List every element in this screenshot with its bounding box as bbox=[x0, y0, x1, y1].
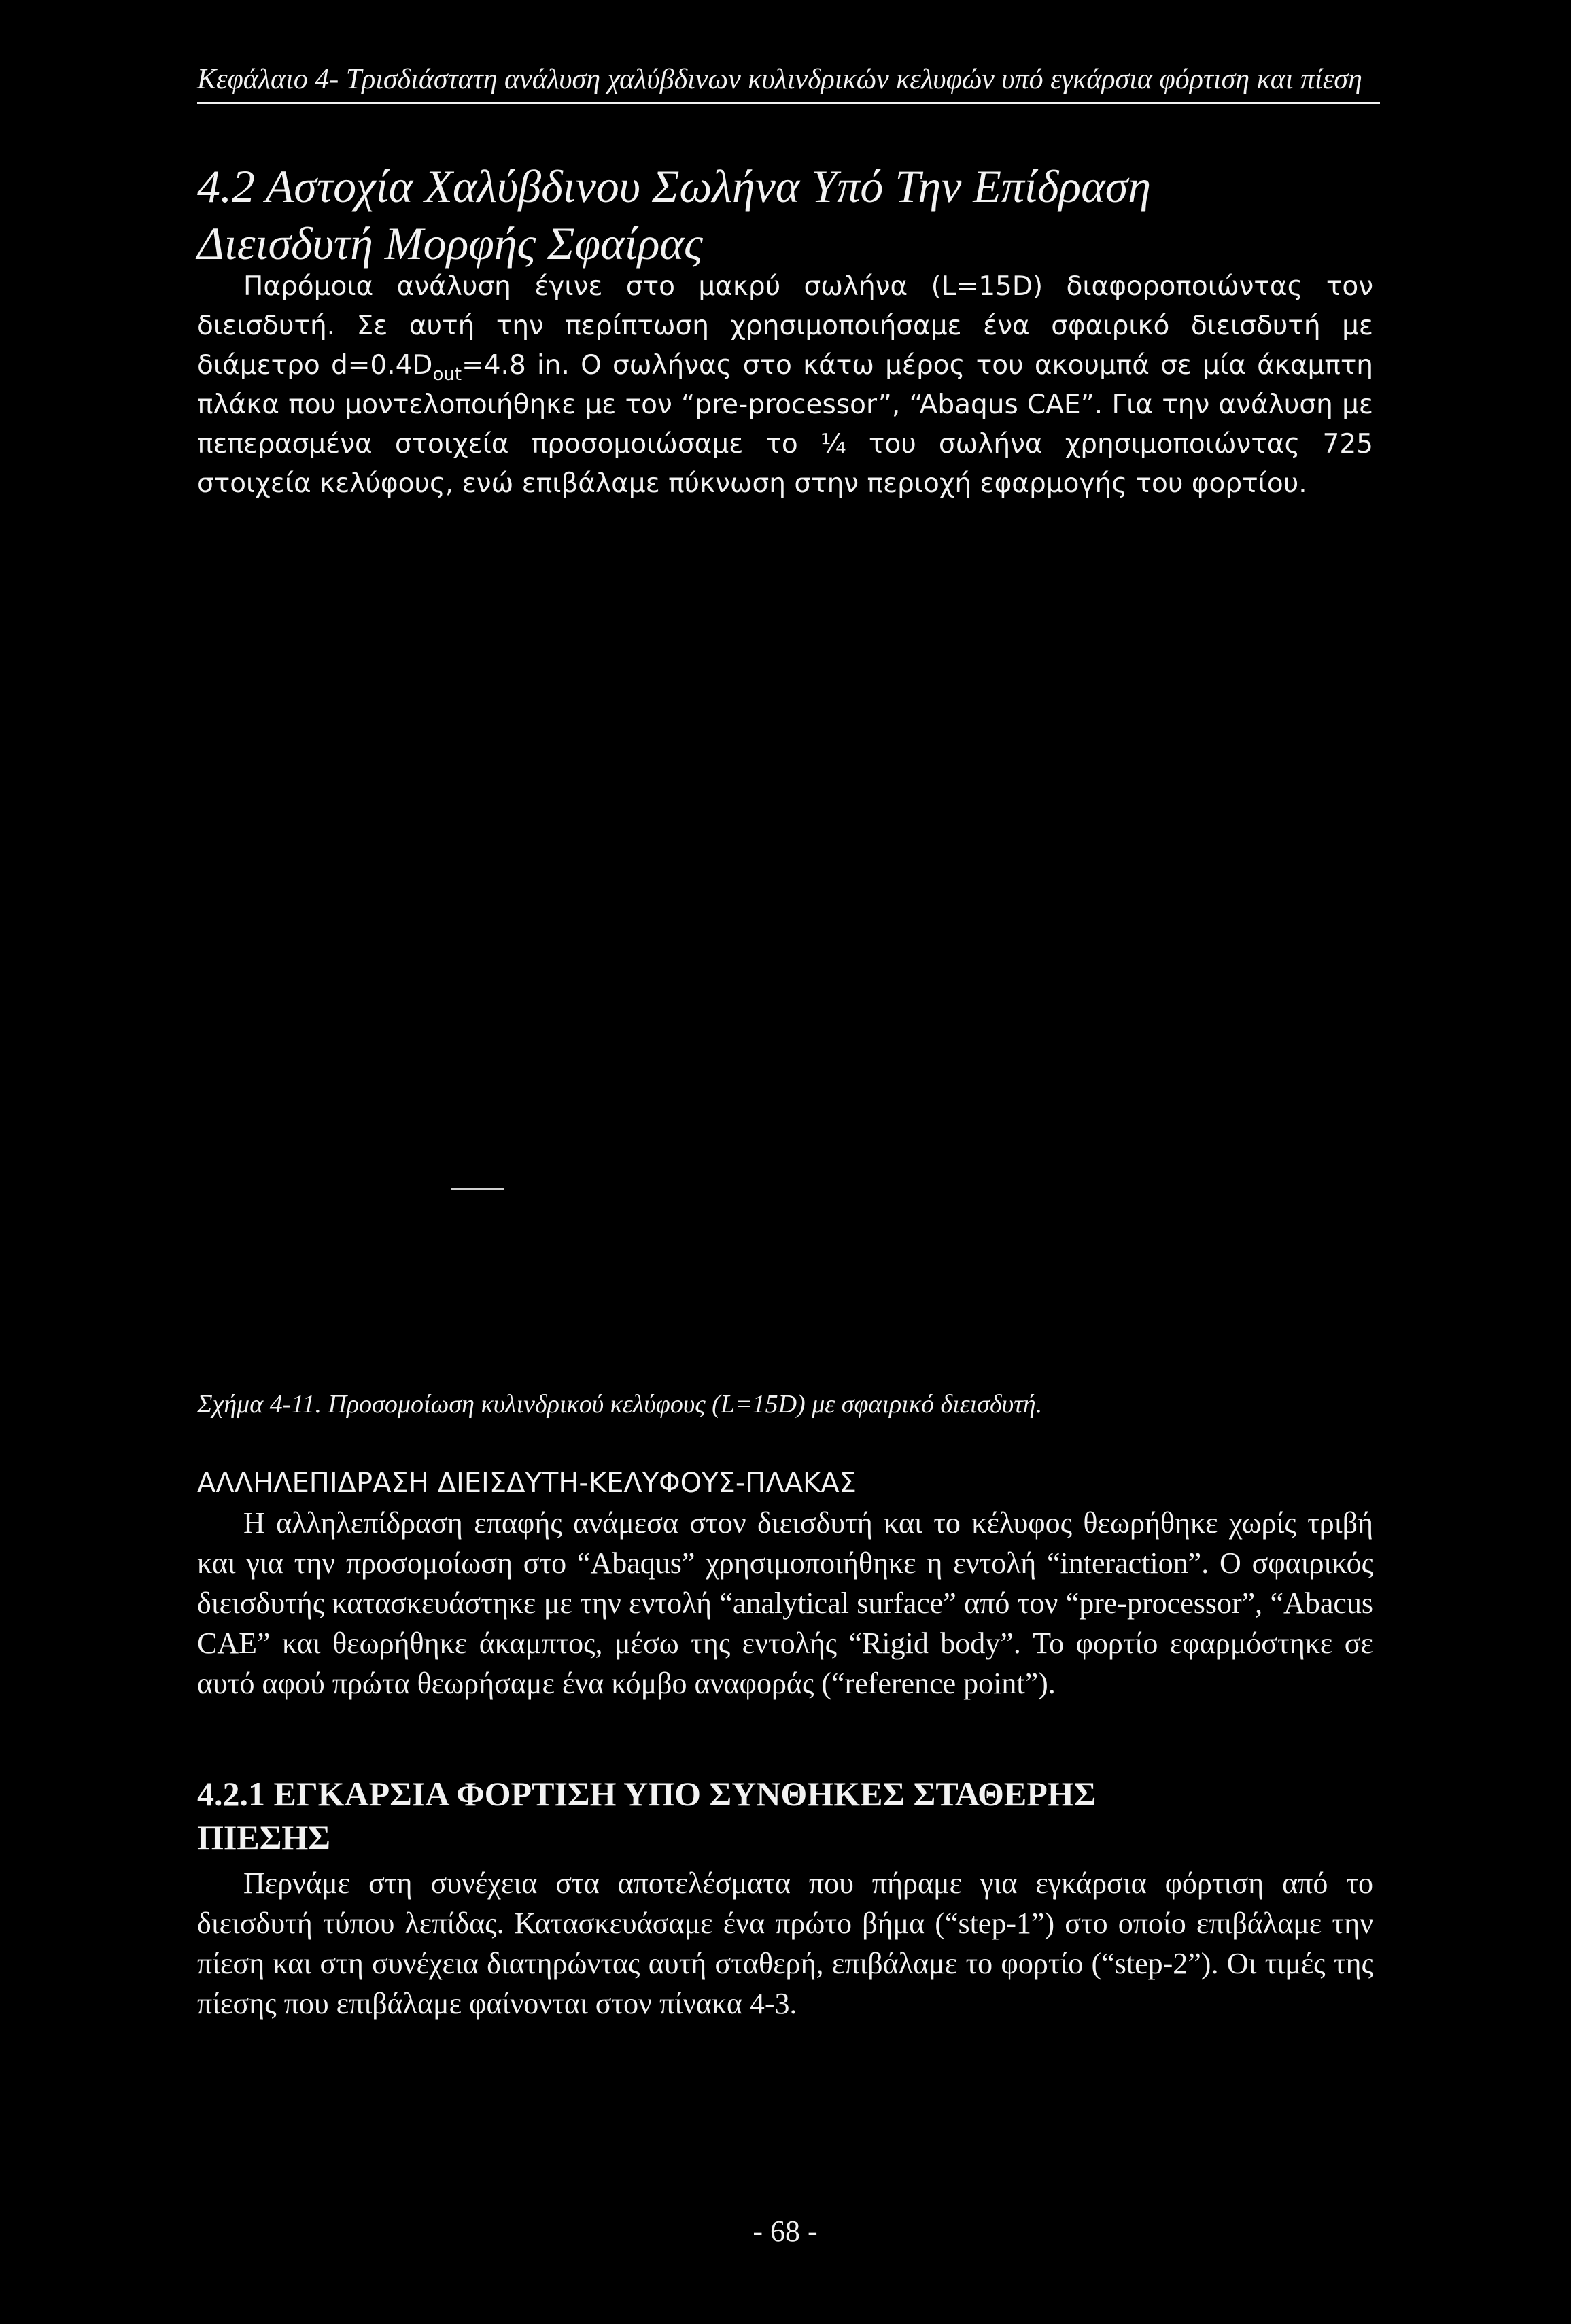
running-header: Κεφάλαιο 4- Τρισδιάστατη ανάλυση χαλύβδινων κυλινδρικών κελυφών υπό εγκάρσια φόρτιση και πίεση bbox=[197, 63, 1380, 104]
intro-paragraph bbox=[197, 267, 1373, 504]
section-title bbox=[197, 158, 1373, 272]
figure-residue-mark bbox=[451, 1188, 504, 1190]
subsection-title bbox=[197, 1772, 1373, 1859]
interaction-paragraph: Η αλληλεπίδραση επαφής ανάμεσα στον διεισδυτή και το κέλυφος θεωρήθηκε χωρίς τριβή και για την προσομοίωση στο “Abaqus” χρησιμοποιήθηκε η εντολή “interaction”. Ο σφαιρικός διεισδυτής κατασκευάστηκε με την εντολή “analytical surface” από τον “pre-processor”, “Abacus CAE” και θεωρήθηκε άκαμπτος, μέσω της εντολής “Rigid body”. Το φορτίο εφαρμόστηκε σε αυτό αφού πρώτα θεωρήσαμε ένα κόμβο αναφοράς (“reference point”). bbox=[197, 1506, 1373, 1700]
subsection-title-line-1: 4.2.1 ΕΓΚΑΡΣΙΑ ΦΟΡΤΙΣΗ ΥΠΟ ΣΥΝΘΗΚΕΣ ΣΤΑΘΕΡΗΣ bbox=[197, 1775, 1097, 1813]
subsection-title-line-2: ΠΙΕΣΗΣ bbox=[197, 1818, 330, 1856]
diameter-subscript: out bbox=[432, 364, 462, 385]
intro-text-part-2: =4.8 in. Ο σωλήνας στο κάτω μέρος του ακουμπά σε μία άκαμπτη πλάκα που μοντελοποιήθηκε με τον “pre-processor”, “Abaqus CAE”. Για την ανάλυση με πεπερασμένα στοιχεία προσομοιώσαμε το ¼ του σωλήνα χρησιμοποιώντας 725 στοιχεία κελύφους, ενώ επιβάλαμε πύκνωση στην περιοχή εφαρμογής του φορτίου. bbox=[197, 350, 1374, 499]
intro-text-part-1: Παρόμοια ανάλυση έγινε στο μακρύ σωλήνα (L=15D) διαφοροποιώντας τον διεισδυτή. Σε αυτή την περίπτωση χρησιμοποιήσαμε ένα σφαιρικό διεισδυτή με διάμετρο d=0.4D bbox=[197, 271, 1373, 381]
section-title-line-1: 4.2 Αστοχία Χαλύβδινου Σωλήνα Υπό Την Επίδραση bbox=[197, 160, 1152, 212]
interaction-heading: ΑΛΛΗΛΕΠΙΔΡΑΣΗ ΔΙΕΙΣΔΥΤΗ-ΚΕΛΥΦΟΥΣ-ΠΛΑΚΑΣ bbox=[197, 1468, 857, 1499]
page-number: - 68 - bbox=[753, 2215, 818, 2248]
section-title-line-2: Διεισδυτή Μορφής Σφαίρας bbox=[197, 218, 703, 269]
subsection-paragraph: Περνάμε στη συνέχεια στα αποτελέσματα που πήραμε για εγκάρσια φόρτιση από το διεισδυτή τύπου λεπίδας. Κατασκευάσαμε ένα πρώτο βήμα (“step-1”) στο οποίο επιβάλαμε την πίεση και στη συνέχεια διατηρώντας αυτή σταθερή, επιβάλαμε το φορτίο (“step-2”). Οι τιμές της πίεσης που επιβάλαμε φαίνονται στον πίνακα 4-3. bbox=[197, 1867, 1373, 2020]
figure-caption: Σχήμα 4-11. Προσομοίωση κυλινδρικού κελύφους (L=15D) με σφαιρικό διεισδυτή. bbox=[197, 1390, 1043, 1419]
